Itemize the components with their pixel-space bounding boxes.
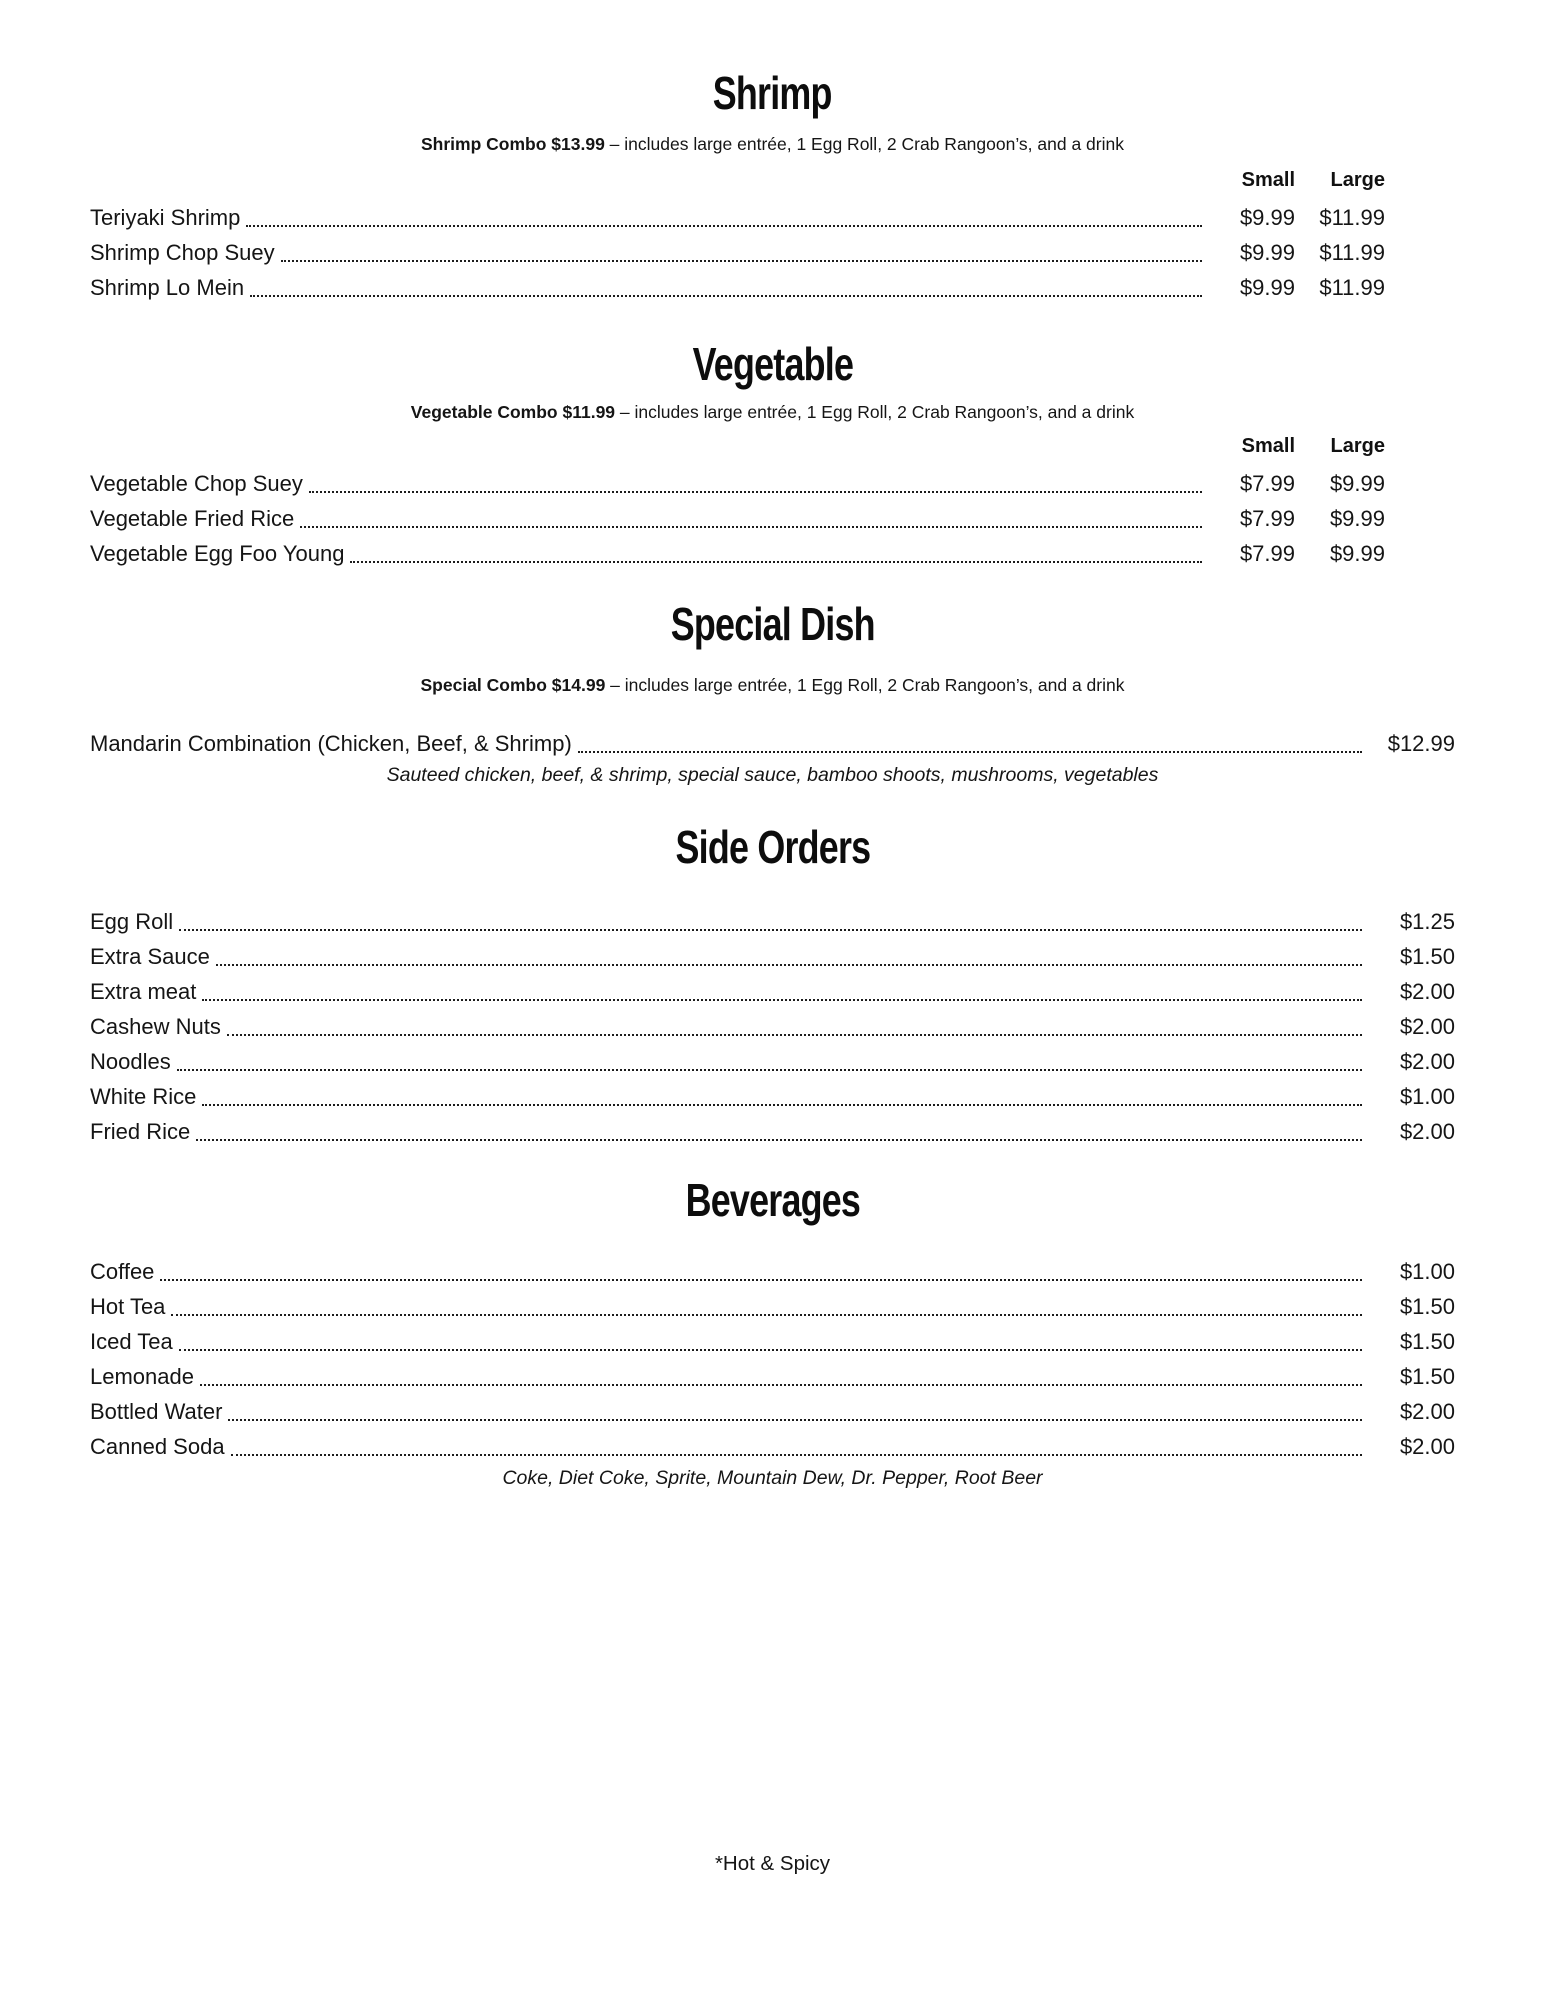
menu-item-row xyxy=(90,1394,1455,1429)
menu-item-name: Vegetable Fried Rice xyxy=(90,506,295,532)
menu-item-row xyxy=(90,270,1385,305)
combo-description: – includes large entrée, 1 Egg Roll, 2 Crab Rangoon’s, and a drink xyxy=(615,402,1135,423)
dot-leader xyxy=(578,751,1362,753)
size-column-large: Large xyxy=(1330,435,1385,458)
hot-and-spicy-footnote: *Hot & Spicy xyxy=(714,1852,831,1875)
soda-varieties-note: Coke, Diet Coke, Sprite, Mountain Dew, Dr. Pepper, Root Beer xyxy=(502,1466,1043,1489)
section-title-text: Beverages xyxy=(685,1174,860,1227)
menu-item-row xyxy=(90,1324,1455,1359)
menu-item-row xyxy=(90,1009,1455,1044)
section-special-dish xyxy=(90,599,1455,788)
dot-leader xyxy=(179,929,1362,931)
dot-leader xyxy=(309,491,1202,493)
combo-description: – includes large entrée, 1 Egg Roll, 2 Crab Rangoon’s, and a drink xyxy=(605,674,1125,695)
menu-item-row xyxy=(90,466,1385,501)
price-small: $7.99 xyxy=(1239,471,1295,497)
section-title-text: Side Orders xyxy=(675,820,870,873)
section-title-beverages xyxy=(90,1175,1455,1226)
vegetable-items xyxy=(90,466,1455,571)
section-beverages xyxy=(90,1175,1455,1491)
price: $2.00 xyxy=(1399,1398,1455,1424)
menu-item-row xyxy=(90,536,1385,571)
item-description: Sauteed chicken, beef, & shrimp, special sauce, bamboo shoots, mushrooms, vegetables xyxy=(386,763,1159,786)
dot-leader xyxy=(177,1069,1362,1071)
menu-item-row xyxy=(90,501,1385,536)
section-title-vegetable xyxy=(90,339,1455,390)
price: $1.50 xyxy=(1399,1328,1455,1354)
price-large: $11.99 xyxy=(1319,274,1385,300)
special-dish-items xyxy=(90,726,1455,788)
size-column-large: Large xyxy=(1330,168,1385,191)
price: $1.00 xyxy=(1399,1258,1455,1284)
menu-item-name: Shrimp Chop Suey xyxy=(90,239,275,265)
combo-line-vegetable xyxy=(90,401,1455,423)
section-title-side-orders xyxy=(90,822,1455,873)
price: $1.25 xyxy=(1399,909,1455,935)
price: $2.00 xyxy=(1399,1014,1455,1040)
menu-item-name: Cashew Nuts xyxy=(90,1014,221,1040)
dot-leader xyxy=(200,1384,1362,1386)
dot-leader xyxy=(202,999,1362,1001)
beverage-items xyxy=(90,1254,1455,1491)
dot-leader xyxy=(196,1139,1362,1141)
menu-item-name: Fried Rice xyxy=(90,1119,191,1145)
price: $12.99 xyxy=(1387,730,1455,756)
menu-item-row xyxy=(90,235,1385,270)
menu-item-name: Canned Soda xyxy=(90,1433,225,1459)
menu-item-name: Egg Roll xyxy=(90,909,174,935)
combo-name-price: Vegetable Combo $11.99 xyxy=(410,402,616,423)
dot-leader xyxy=(216,964,1362,966)
dot-leader xyxy=(227,1034,1362,1036)
menu-item-row xyxy=(90,974,1455,1009)
section-title-shrimp xyxy=(90,68,1455,119)
menu-item-name: Extra meat xyxy=(90,979,197,1005)
price-small: $7.99 xyxy=(1239,506,1295,532)
combo-line-special xyxy=(90,674,1455,696)
dot-leader xyxy=(231,1454,1362,1456)
combo-description: – includes large entrée, 1 Egg Roll, 2 Crab Rangoon’s, and a drink xyxy=(604,133,1124,154)
price: $2.00 xyxy=(1399,979,1455,1005)
dot-leader xyxy=(160,1279,1362,1281)
size-column-small: Small xyxy=(1241,435,1295,458)
price: $2.00 xyxy=(1399,1049,1455,1075)
menu-item-name: Bottled Water xyxy=(90,1398,223,1424)
menu-item-row xyxy=(90,1114,1455,1149)
menu-item-row xyxy=(90,200,1385,235)
price-small: $9.99 xyxy=(1239,274,1295,300)
combo-line-shrimp xyxy=(90,133,1455,155)
price: $1.50 xyxy=(1399,1293,1455,1319)
price-large: $9.99 xyxy=(1329,506,1385,532)
menu-item-name: Extra Sauce xyxy=(90,944,210,970)
price-small: $9.99 xyxy=(1239,239,1295,265)
menu-item-row xyxy=(90,1289,1455,1324)
dot-leader xyxy=(250,295,1202,297)
section-side-orders xyxy=(90,822,1455,1150)
price-large: $9.99 xyxy=(1329,471,1385,497)
section-shrimp xyxy=(90,68,1455,305)
menu-item-row xyxy=(90,939,1455,974)
section-title-special-dish xyxy=(90,599,1455,650)
dot-leader xyxy=(202,1104,1362,1106)
size-header-shrimp xyxy=(90,169,1385,192)
menu-item-name: Vegetable Chop Suey xyxy=(90,471,303,497)
menu-item-row xyxy=(90,1359,1455,1394)
section-vegetable xyxy=(90,339,1455,572)
menu-item-row xyxy=(90,1079,1455,1114)
dot-leader xyxy=(179,1349,1362,1351)
combo-name-price: Shrimp Combo $13.99 xyxy=(421,133,605,154)
shrimp-items xyxy=(90,200,1455,305)
section-title-text: Special Dish xyxy=(670,598,875,651)
side-order-items xyxy=(90,904,1455,1149)
menu-item-name: Teriyaki Shrimp xyxy=(90,204,241,230)
menu-item-row xyxy=(90,1429,1455,1464)
menu-item-name: Coffee xyxy=(90,1258,155,1284)
menu-item-name: Shrimp Lo Mein xyxy=(90,274,245,300)
section-title-text: Vegetable xyxy=(692,337,853,390)
menu-item-name: White Rice xyxy=(90,1084,197,1110)
menu-item-name: Lemonade xyxy=(90,1363,194,1389)
price: $1.50 xyxy=(1399,944,1455,970)
price: $2.00 xyxy=(1399,1119,1455,1145)
menu-item-row xyxy=(90,1044,1455,1079)
price-large: $9.99 xyxy=(1329,541,1385,567)
menu-item-name: Hot Tea xyxy=(90,1293,166,1319)
menu-item-name: Iced Tea xyxy=(90,1328,173,1354)
menu-item-row xyxy=(90,1254,1455,1289)
dot-leader xyxy=(300,526,1202,528)
dot-leader xyxy=(171,1314,1362,1316)
price-large: $11.99 xyxy=(1319,239,1385,265)
menu-item-name: Noodles xyxy=(90,1049,171,1075)
combo-name-price: Special Combo $14.99 xyxy=(420,674,606,695)
price: $1.50 xyxy=(1399,1363,1455,1389)
dot-leader xyxy=(281,260,1202,262)
menu-item-name: Vegetable Egg Foo Young xyxy=(90,541,345,567)
size-header-vegetable xyxy=(90,435,1385,458)
dot-leader xyxy=(246,225,1202,227)
menu-item-row xyxy=(90,904,1455,939)
menu-item-row xyxy=(90,726,1455,761)
price: $1.00 xyxy=(1399,1084,1455,1110)
menu-item-name: Mandarin Combination (Chicken, Beef, & Shrimp) xyxy=(90,730,572,756)
dot-leader xyxy=(350,561,1202,563)
price-large: $11.99 xyxy=(1319,204,1385,230)
section-title-text: Shrimp xyxy=(713,67,832,119)
price: $2.00 xyxy=(1399,1433,1455,1459)
size-column-small: Small xyxy=(1241,168,1295,191)
price-small: $7.99 xyxy=(1239,541,1295,567)
price-small: $9.99 xyxy=(1239,204,1295,230)
dot-leader xyxy=(228,1419,1362,1421)
